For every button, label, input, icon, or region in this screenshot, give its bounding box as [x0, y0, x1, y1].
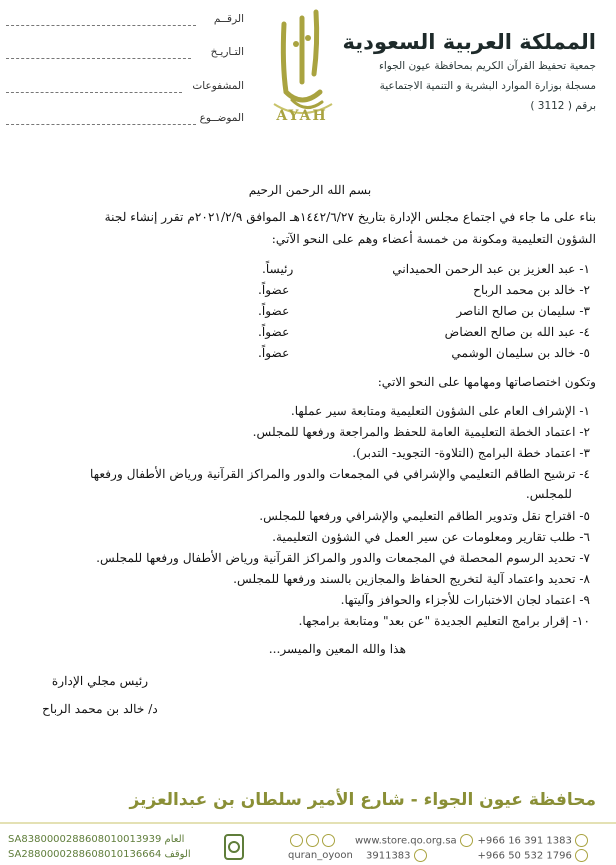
bank-logo-icon	[223, 833, 245, 861]
duty-item: ٥- اقتراح نقل وتدوير الطاقم التعليمي والإشرافي ورفعها للمجلس.	[259, 509, 590, 523]
org-line-registration: مسجلة بوزارة الموارد البشرية و التنمية الاجتماعية	[379, 80, 596, 92]
account-text: 3911383	[366, 850, 411, 862]
iban-value: SA8380000288608010013939	[8, 834, 162, 845]
org-line-association: جمعية تحفيظ القرآن الكريم بمحافظة عيون الجواء	[378, 60, 596, 72]
duties-intro: وتكون اختصاصاتها ومهامها على النحو الاتي:	[377, 375, 596, 389]
website-text: www.store.qo.org.sa	[355, 835, 457, 847]
member-name: ١- عبد العزيز بن عبد الرحمن الحميداني	[392, 262, 590, 276]
duty-item: ٦- طلب تقارير ومعلومات عن سير العمل في الشؤون التعليمية.	[272, 530, 590, 544]
duty-item: ١- الإشراف العام على الشؤون التعليمية ومتابعة سير عملها.	[290, 404, 590, 418]
org-title: المملكة العربية السعودية	[342, 30, 596, 54]
member-role: عضواً.	[258, 325, 290, 339]
member-name: ٢- خالد بن محمد الرباح	[473, 283, 590, 297]
member-role: رئيساً.	[262, 262, 294, 276]
signer-name: د/ خالد بن محمد الرباح	[42, 702, 158, 716]
iban-waqf	[8, 849, 191, 860]
iban-general	[8, 834, 184, 845]
closing-line: هذا والله المعين والميسر...	[268, 642, 406, 656]
member-name: ٤- عبد الله بن صالح العضاض	[444, 325, 590, 339]
duty-item: ١٠- إقرار برامج التعليم الجديدة "عن بعد" ومتابعة برامجها.	[298, 614, 590, 628]
footer-phone-2	[478, 849, 588, 862]
phone-number: +966 16 391 1383	[477, 835, 572, 847]
duty-item: ٧- تحديد الرسوم المحصلة في المجمعات والدور والمراكز القرآنية ورياض الأطفال ورفعها للمجلس.	[96, 551, 590, 565]
logo-word: AYAH	[276, 108, 328, 124]
meta-line-attachments	[6, 92, 182, 93]
footer-account	[366, 849, 427, 862]
member-name: ٣- سليمان بن صالح الناصر	[456, 304, 590, 318]
duty-item: ٣- اعتماد خطة البرامج (التلاوة- التجويد- التدبر).	[352, 446, 590, 460]
iban-label: الوقف	[164, 849, 191, 860]
instagram-icon	[306, 834, 319, 847]
footer-address: محافظة عيون الجواء - شارع الأمير سلطان بن عبدالعزيز	[129, 790, 596, 810]
meta-line-date	[6, 58, 191, 59]
snapchat-icon	[290, 834, 303, 847]
social-icons	[290, 834, 335, 847]
footer-website	[355, 834, 473, 847]
meta-label-subject: الموضــوع	[199, 112, 244, 124]
globe-icon	[460, 834, 473, 847]
org-line-number: برقم ( 3112 )	[530, 100, 596, 112]
twitter-icon	[322, 834, 335, 847]
iban-label: العام	[164, 834, 185, 845]
member-role: عضواً.	[258, 304, 290, 318]
iban-value: SA2880000288608010136664	[8, 849, 162, 860]
meta-label-attachments: المشفوعات	[192, 80, 244, 92]
signer-title: رئيس مجلي الإدارة	[51, 674, 149, 688]
basmala: بسم الله الرحمن الرحيم	[248, 183, 372, 197]
meta-line-number	[6, 25, 196, 26]
duty-item: ٨- تحديد واعتماد آلية لتخريج الحفاظ والمجازين بالسند ورفعها للمجلس.	[233, 572, 590, 586]
duty-item-continuation: للمجلس.	[525, 487, 572, 501]
intro-line-1: بناء على ما جاء في اجتماع مجلس الإدارة بتاريخ ١٤٤٢/٦/٢٧هـ الموافق ٢٠٢١/٢/٩م تقرر إنشاء لجنة	[104, 210, 596, 224]
member-name: ٥- خالد بن سليمان الوشمي	[451, 346, 590, 360]
footer-phone-1	[478, 834, 588, 847]
bank-icon	[414, 849, 427, 862]
social-handle: quran_oyoon	[288, 850, 353, 861]
whatsapp-icon	[575, 849, 588, 862]
duty-item: ٩- اعتماد لجان الاختبارات للأجزاء والحوافز وآليتها.	[340, 593, 590, 607]
member-role: عضواً.	[258, 283, 290, 297]
duty-item: ٤- ترشيح الطاقم التعليمي والإشرافي في المجمعات والدور والمراكز القرآنية ورياض الأطفال ورفعها	[90, 467, 590, 481]
intro-line-2: الشؤون التعليمية ومكونة من خمسة أعضاء وهم على النحو الآتي:	[271, 232, 596, 246]
phone-number: +966 50 532 1796	[477, 850, 572, 862]
meta-label-number: الرقــم	[213, 13, 244, 25]
duty-item: ٢- اعتماد الخطة التعليمية العامة للحفظ والمراجعة ورفعها للمجلس.	[252, 425, 590, 439]
member-role: عضواً.	[258, 346, 290, 360]
meta-label-date: التـاريـخ	[210, 46, 244, 58]
meta-line-subject	[6, 124, 196, 125]
phone-icon	[575, 834, 588, 847]
